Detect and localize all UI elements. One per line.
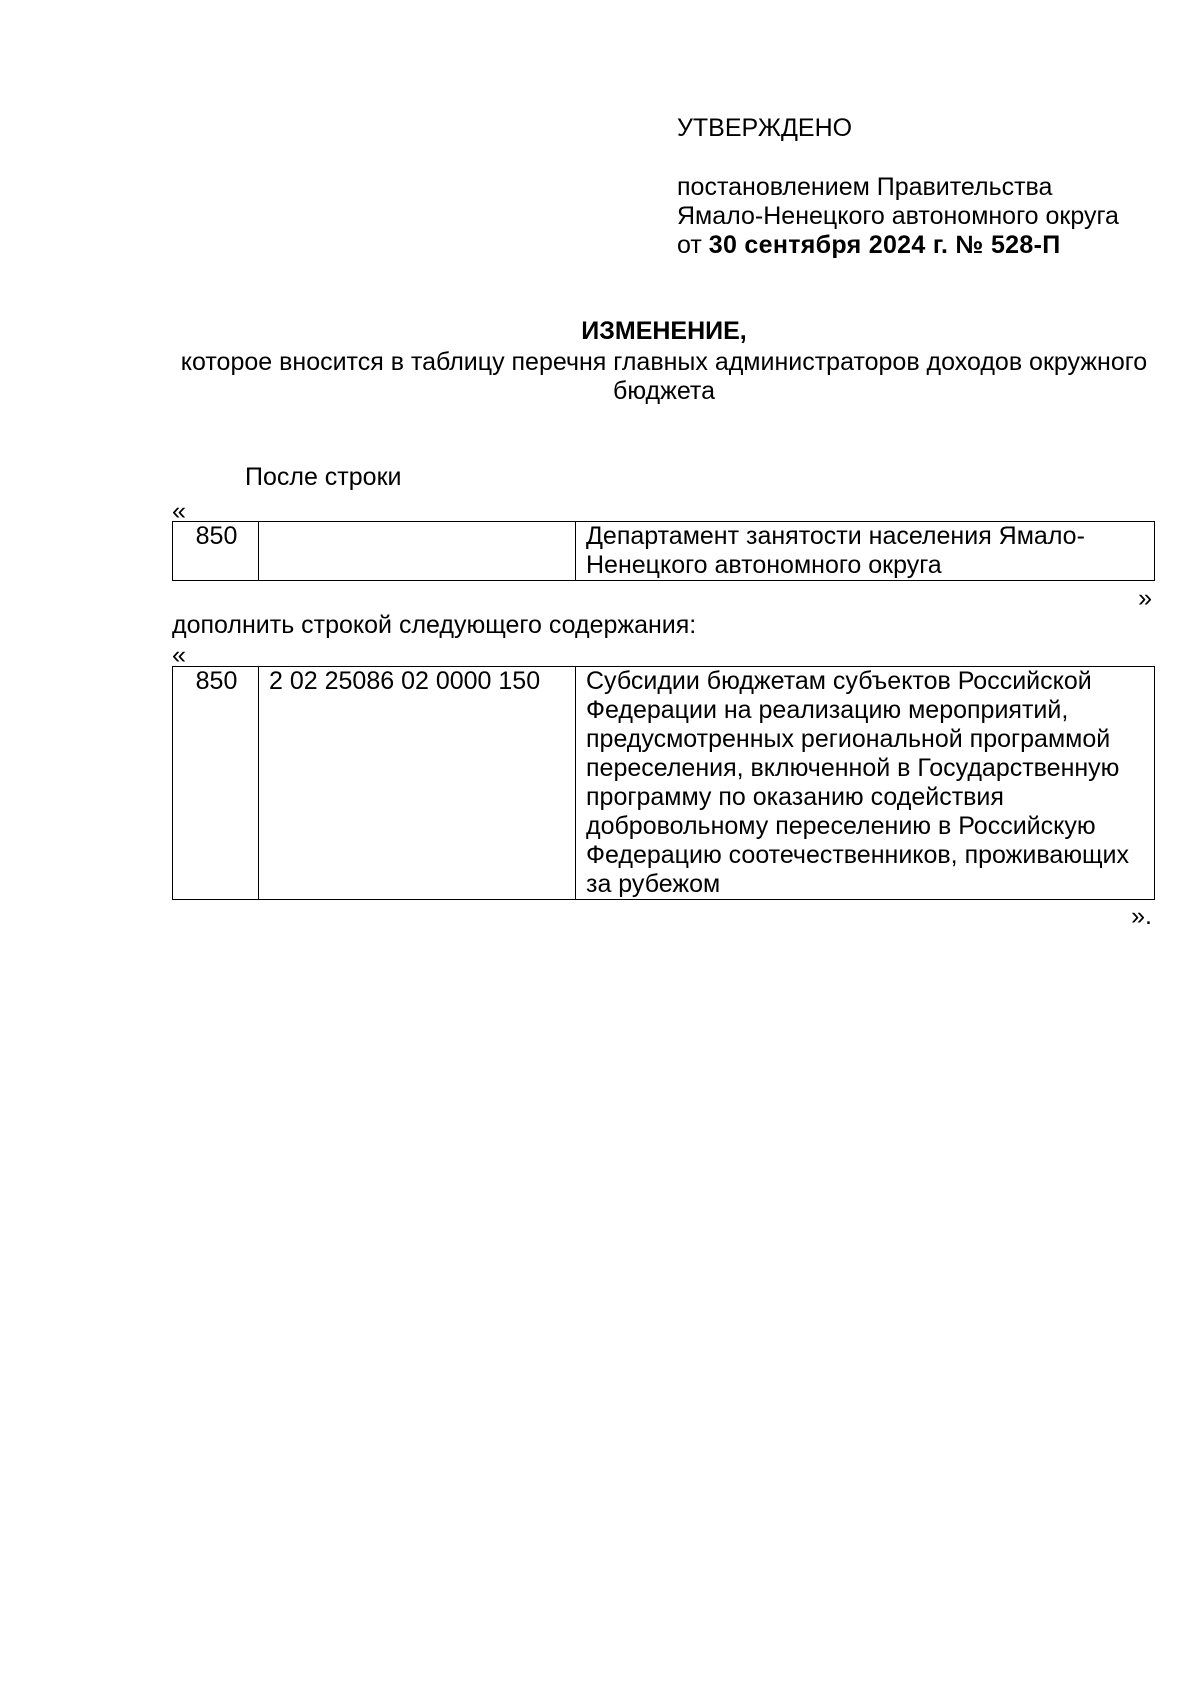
- table-row: [173, 667, 1155, 900]
- new-code-cell: 850: [173, 667, 259, 900]
- after-row-text: После строки: [245, 463, 402, 491]
- table-row: [173, 522, 1155, 581]
- approval-prefix: от: [677, 231, 709, 259]
- approval-line-2: Ямало-Ненецкого автономного округа: [677, 202, 1119, 230]
- approval-title: УТВЕРЖДЕНО: [677, 114, 853, 142]
- append-text: дополнить строкой следующего содержания:: [172, 611, 697, 639]
- approval-line-3: [677, 231, 1060, 260]
- approval-line-1: постановлением Правительства: [677, 173, 1053, 201]
- quote-close-2: ».: [1131, 902, 1152, 930]
- new-row-table: [172, 666, 1155, 900]
- quote-close-1: »: [1138, 584, 1152, 612]
- existing-kbk-cell: [259, 522, 576, 581]
- quote-open-2: «: [172, 641, 186, 669]
- new-name-cell: Субсидии бюджетам субъектов Российской Федерации на реализацию мероприятий, предусмотренных региональной программой переселения, включенной в Государственную программу по оказанию содействия добровольному переселению в Российскую Федерацию соотечественников, проживающих за рубежом: [576, 667, 1155, 900]
- quote-open-1: «: [172, 497, 186, 525]
- existing-row-table: [172, 521, 1155, 581]
- existing-name-cell: Департамент занятости населения Ямало-Ненецкого автономного округа: [576, 522, 1155, 581]
- document-subtitle: которое вносится в таблицу перечня главных администраторов доходов окружного бюджета: [180, 348, 1148, 405]
- existing-code-cell: 850: [173, 522, 259, 581]
- approval-date-number: 30 сентября 2024 г. № 528-П: [708, 231, 1061, 259]
- document-title: ИЗМЕНЕНИЕ,: [581, 317, 747, 345]
- new-kbk-cell: 2 02 25086 02 0000 150: [259, 667, 576, 900]
